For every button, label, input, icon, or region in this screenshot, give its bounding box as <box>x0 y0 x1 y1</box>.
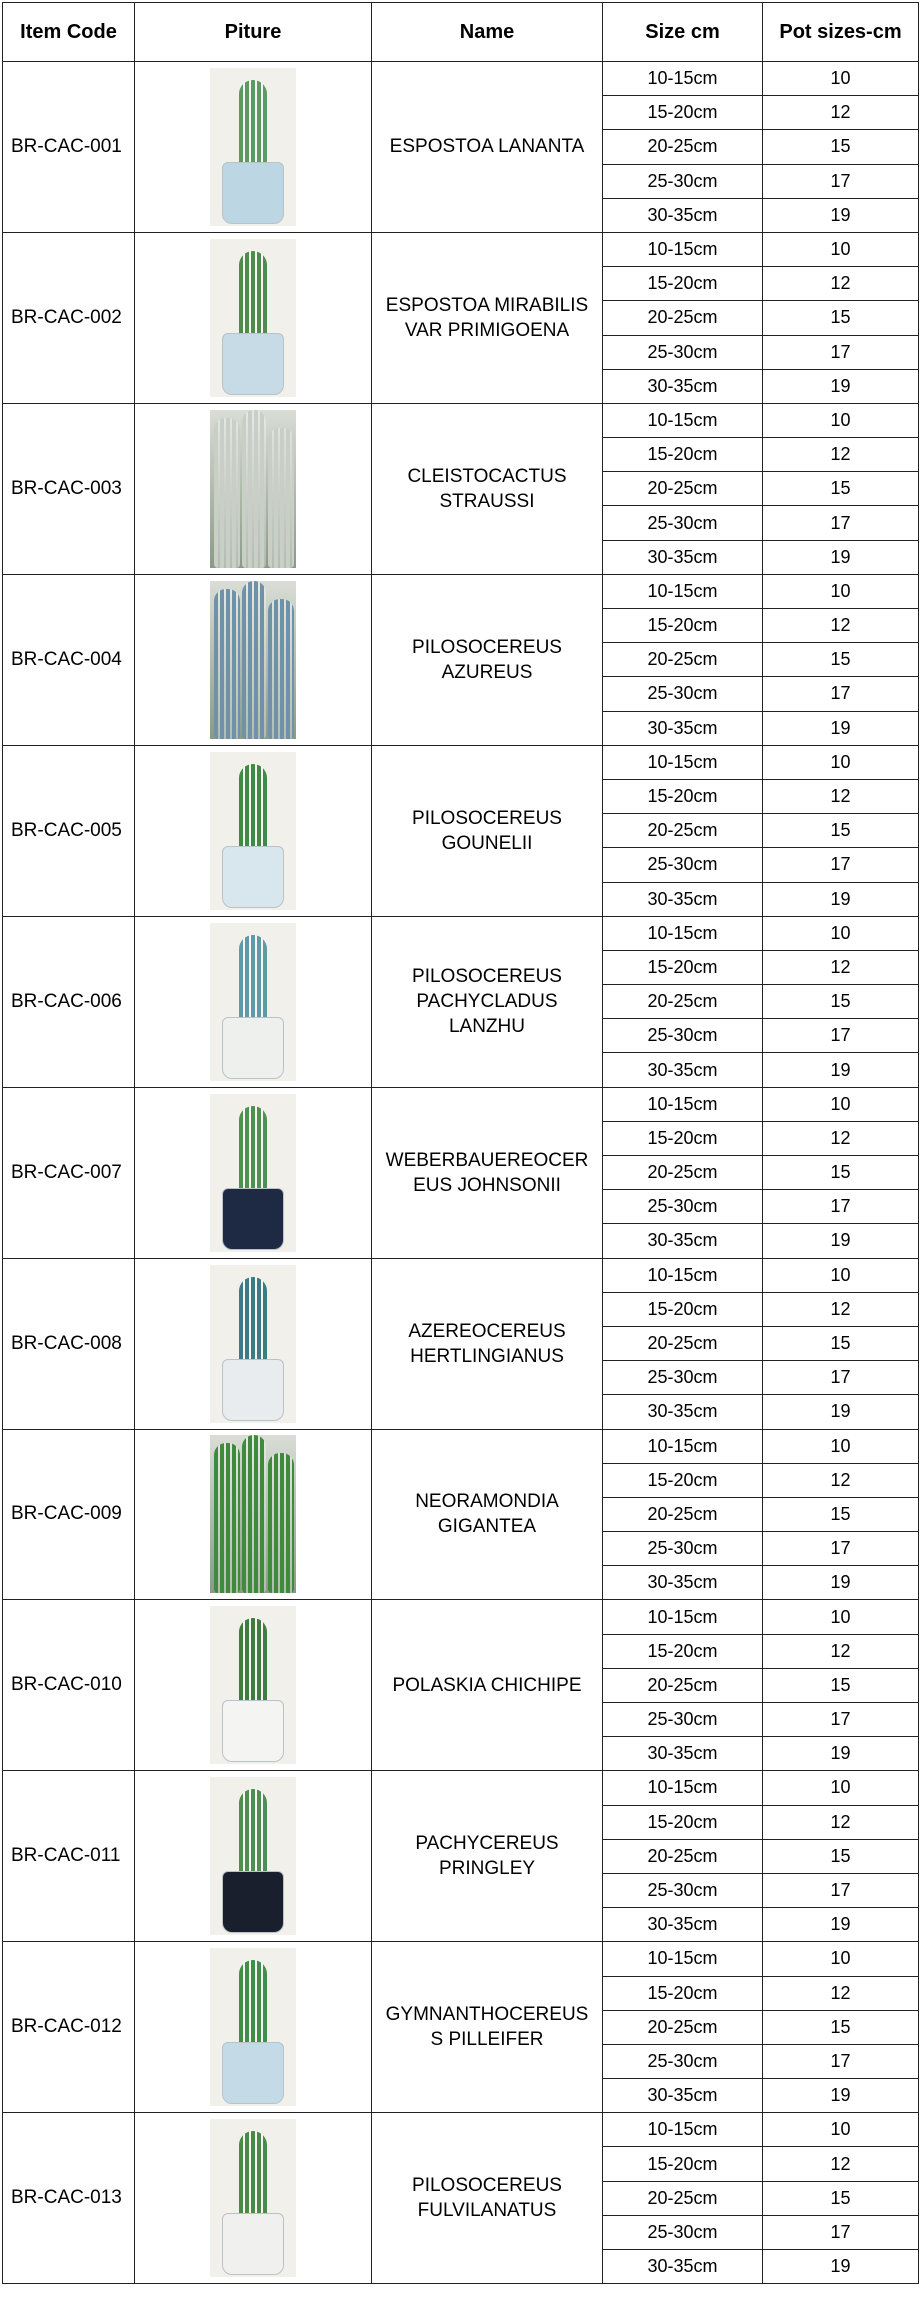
size-cell: 10-15cm <box>603 574 763 608</box>
item-code-cell: BR-CAC-012 <box>3 1942 135 2113</box>
name-cell <box>372 745 603 916</box>
picture-cell <box>135 1600 372 1771</box>
pot-size-cell: 15 <box>763 2010 919 2044</box>
size-cell: 15-20cm <box>603 609 763 643</box>
pot-size-cell: 19 <box>763 1224 919 1258</box>
size-cell: 20-25cm <box>603 1156 763 1190</box>
item-code-cell: BR-CAC-001 <box>3 62 135 233</box>
picture-cell <box>135 1429 372 1600</box>
item-code-cell: BR-CAC-010 <box>3 1600 135 1771</box>
size-cell: 25-30cm <box>603 1190 763 1224</box>
pot-size-cell: 15 <box>763 1497 919 1531</box>
pot-size-cell: 19 <box>763 198 919 232</box>
size-cell: 25-30cm <box>603 2215 763 2249</box>
pot-size-cell: 10 <box>763 1258 919 1292</box>
field-cactus-photo <box>210 581 296 739</box>
potted-cactus-photo <box>210 1094 296 1252</box>
picture-cell <box>135 916 372 1087</box>
size-cell: 30-35cm <box>603 711 763 745</box>
potted-cactus-photo <box>210 239 296 397</box>
potted-cactus-photo <box>210 1606 296 1764</box>
item-code-cell: BR-CAC-011 <box>3 1771 135 1942</box>
table-row <box>3 403 919 437</box>
item-code-cell: BR-CAC-003 <box>3 403 135 574</box>
name-cell <box>372 403 603 574</box>
name-cell <box>372 2113 603 2284</box>
name-line: FULVILANATUS <box>417 2200 557 2222</box>
name-line: GYMNANTHOCEREUS <box>385 2004 589 2026</box>
picture-cell <box>135 232 372 403</box>
potted-cactus-photo <box>210 1265 296 1423</box>
size-cell: 25-30cm <box>603 677 763 711</box>
name-line: PILOSOCEREUS <box>412 636 562 658</box>
potted-cactus-photo <box>210 1948 296 2106</box>
pot-size-cell: 17 <box>763 2044 919 2078</box>
pot-size-cell: 15 <box>763 301 919 335</box>
size-cell: 20-25cm <box>603 1497 763 1531</box>
pot-size-cell: 15 <box>763 1839 919 1873</box>
pot-size-cell: 19 <box>763 540 919 574</box>
pot-size-cell: 17 <box>763 506 919 540</box>
picture-cell <box>135 574 372 745</box>
size-cell: 10-15cm <box>603 232 763 266</box>
picture-cell <box>135 62 372 233</box>
pot-size-cell: 17 <box>763 848 919 882</box>
name-cell <box>372 1942 603 2113</box>
item-code-cell: BR-CAC-005 <box>3 745 135 916</box>
size-cell: 10-15cm <box>603 1087 763 1121</box>
name-line: PACHYCLADUS <box>416 991 558 1013</box>
name-line: PILOSOCEREUS <box>412 966 562 988</box>
size-cell: 10-15cm <box>603 745 763 779</box>
item-code-cell: BR-CAC-002 <box>3 232 135 403</box>
pot-size-cell: 10 <box>763 1087 919 1121</box>
size-cell: 25-30cm <box>603 1361 763 1395</box>
name-line: POLASKIA CHICHIPE <box>392 1674 582 1696</box>
table-row <box>3 1942 919 1976</box>
pot-size-cell: 10 <box>763 745 919 779</box>
size-cell: 15-20cm <box>603 1634 763 1668</box>
pot-size-cell: 12 <box>763 1634 919 1668</box>
header-size: Size cm <box>603 3 763 62</box>
size-cell: 25-30cm <box>603 2044 763 2078</box>
size-cell: 15-20cm <box>603 438 763 472</box>
pot-size-cell: 17 <box>763 1190 919 1224</box>
pot-size-cell: 17 <box>763 1361 919 1395</box>
product-table <box>2 2 919 2284</box>
size-cell: 30-35cm <box>603 2250 763 2284</box>
size-cell: 25-30cm <box>603 164 763 198</box>
picture-cell <box>135 1942 372 2113</box>
item-code-cell: BR-CAC-007 <box>3 1087 135 1258</box>
size-cell: 15-20cm <box>603 1805 763 1839</box>
pot-size-cell: 19 <box>763 369 919 403</box>
potted-cactus-photo <box>210 68 296 226</box>
pot-size-cell: 12 <box>763 950 919 984</box>
pot-size-cell: 17 <box>763 1019 919 1053</box>
pot-size-cell: 10 <box>763 1942 919 1976</box>
size-cell: 30-35cm <box>603 1566 763 1600</box>
pot-size-cell: 17 <box>763 1873 919 1907</box>
size-cell: 30-35cm <box>603 1224 763 1258</box>
size-cell: 15-20cm <box>603 1121 763 1155</box>
pot-size-cell: 12 <box>763 1292 919 1326</box>
pot-size-cell: 19 <box>763 1908 919 1942</box>
field-cactus-photo <box>210 410 296 568</box>
header-picture: Piture <box>135 3 372 62</box>
table-row <box>3 1087 919 1121</box>
size-cell: 30-35cm <box>603 1908 763 1942</box>
pot-size-cell: 17 <box>763 164 919 198</box>
pot-size-cell: 12 <box>763 438 919 472</box>
pot-size-cell: 15 <box>763 1668 919 1702</box>
name-line: ESPOSTOA LANANTA <box>389 136 585 158</box>
pot-size-cell: 19 <box>763 711 919 745</box>
size-cell: 15-20cm <box>603 2147 763 2181</box>
size-cell: 10-15cm <box>603 403 763 437</box>
item-code-cell: BR-CAC-006 <box>3 916 135 1087</box>
item-code-cell: BR-CAC-013 <box>3 2113 135 2284</box>
name-cell <box>372 1258 603 1429</box>
pot-size-cell: 12 <box>763 96 919 130</box>
pot-size-cell: 15 <box>763 2181 919 2215</box>
pot-size-cell: 19 <box>763 2079 919 2113</box>
table-row <box>3 916 919 950</box>
name-line: S PILLEIFER <box>430 2029 544 2051</box>
size-cell: 20-25cm <box>603 2181 763 2215</box>
name-line: HERTLINGIANUS <box>410 1345 564 1367</box>
pot-size-cell: 10 <box>763 232 919 266</box>
picture-cell <box>135 1087 372 1258</box>
size-cell: 20-25cm <box>603 1668 763 1702</box>
name-line: EUS JOHNSONII <box>413 1174 561 1196</box>
table-row <box>3 574 919 608</box>
table-row <box>3 2113 919 2147</box>
size-cell: 30-35cm <box>603 882 763 916</box>
name-line: GOUNELII <box>441 832 533 854</box>
table-row <box>3 62 919 96</box>
name-cell <box>372 232 603 403</box>
name-cell <box>372 1600 603 1771</box>
size-cell: 30-35cm <box>603 198 763 232</box>
pot-size-cell: 19 <box>763 2250 919 2284</box>
size-cell: 30-35cm <box>603 369 763 403</box>
name-line: VAR PRIMIGOENA <box>404 319 570 341</box>
size-cell: 15-20cm <box>603 1292 763 1326</box>
pot-size-cell: 19 <box>763 1395 919 1429</box>
size-cell: 30-35cm <box>603 540 763 574</box>
size-cell: 15-20cm <box>603 1976 763 2010</box>
pot-size-cell: 19 <box>763 1053 919 1087</box>
pot-size-cell: 12 <box>763 1463 919 1497</box>
pot-size-cell: 15 <box>763 814 919 848</box>
name-line: AZEREOCEREUS <box>408 1320 566 1342</box>
potted-cactus-photo <box>210 1777 296 1935</box>
pot-size-cell: 12 <box>763 1976 919 2010</box>
size-cell: 10-15cm <box>603 1771 763 1805</box>
item-code-cell: BR-CAC-008 <box>3 1258 135 1429</box>
table-row <box>3 745 919 779</box>
size-cell: 20-25cm <box>603 1326 763 1360</box>
pot-size-cell: 19 <box>763 1566 919 1600</box>
pot-size-cell: 12 <box>763 2147 919 2181</box>
size-cell: 20-25cm <box>603 814 763 848</box>
name-line: GIGANTEA <box>437 1516 537 1538</box>
header-pot-size: Pot sizes-cm <box>763 3 919 62</box>
size-cell: 30-35cm <box>603 1395 763 1429</box>
size-cell: 20-25cm <box>603 301 763 335</box>
size-cell: 30-35cm <box>603 1053 763 1087</box>
pot-size-cell: 12 <box>763 609 919 643</box>
pot-size-cell: 17 <box>763 1532 919 1566</box>
size-cell: 25-30cm <box>603 1873 763 1907</box>
name-line: NEORAMONDIA <box>415 1491 559 1513</box>
size-cell: 15-20cm <box>603 950 763 984</box>
header-name: Name <box>372 3 603 62</box>
table-row <box>3 232 919 266</box>
pot-size-cell: 15 <box>763 130 919 164</box>
item-code-cell: BR-CAC-009 <box>3 1429 135 1600</box>
name-cell <box>372 916 603 1087</box>
size-cell: 15-20cm <box>603 779 763 813</box>
pot-size-cell: 10 <box>763 2113 919 2147</box>
name-cell <box>372 1771 603 1942</box>
pot-size-cell: 19 <box>763 1737 919 1771</box>
pot-size-cell: 17 <box>763 2215 919 2249</box>
size-cell: 10-15cm <box>603 1942 763 1976</box>
name-line: WEBERBAUEREOCER <box>385 1149 589 1171</box>
picture-cell <box>135 1771 372 1942</box>
table-row <box>3 1771 919 1805</box>
name-cell <box>372 62 603 233</box>
pot-size-cell: 12 <box>763 1805 919 1839</box>
pot-size-cell: 15 <box>763 643 919 677</box>
pot-size-cell: 15 <box>763 985 919 1019</box>
potted-cactus-photo <box>210 752 296 910</box>
pot-size-cell: 17 <box>763 1703 919 1737</box>
size-cell: 30-35cm <box>603 2079 763 2113</box>
picture-cell <box>135 1258 372 1429</box>
header-row <box>3 3 919 62</box>
size-cell: 25-30cm <box>603 1532 763 1566</box>
pot-size-cell: 10 <box>763 62 919 96</box>
item-code-cell: BR-CAC-004 <box>3 574 135 745</box>
size-cell: 10-15cm <box>603 62 763 96</box>
name-line: PILOSOCEREUS <box>412 2175 562 2197</box>
pot-size-cell: 17 <box>763 335 919 369</box>
size-cell: 20-25cm <box>603 985 763 1019</box>
name-line: CLEISTOCACTUS <box>407 465 567 487</box>
pot-size-cell: 19 <box>763 882 919 916</box>
pot-size-cell: 12 <box>763 267 919 301</box>
pot-size-cell: 10 <box>763 574 919 608</box>
potted-cactus-photo <box>210 2119 296 2277</box>
size-cell: 15-20cm <box>603 96 763 130</box>
size-cell: 20-25cm <box>603 2010 763 2044</box>
name-line: PRINGLEY <box>438 1858 536 1880</box>
size-cell: 20-25cm <box>603 643 763 677</box>
size-cell: 25-30cm <box>603 506 763 540</box>
name-line: AZUREUS <box>441 661 533 683</box>
pot-size-cell: 15 <box>763 472 919 506</box>
name-line: LANZHU <box>448 1016 525 1038</box>
size-cell: 20-25cm <box>603 130 763 164</box>
pot-size-cell: 10 <box>763 1771 919 1805</box>
table-row <box>3 1429 919 1463</box>
pot-size-cell: 10 <box>763 916 919 950</box>
name-line: PILOSOCEREUS <box>412 807 562 829</box>
size-cell: 25-30cm <box>603 1019 763 1053</box>
size-cell: 30-35cm <box>603 1737 763 1771</box>
table-row <box>3 1600 919 1634</box>
size-cell: 20-25cm <box>603 472 763 506</box>
name-line: PACHYCEREUS <box>415 1833 559 1855</box>
size-cell: 25-30cm <box>603 848 763 882</box>
pot-size-cell: 10 <box>763 403 919 437</box>
pot-size-cell: 10 <box>763 1600 919 1634</box>
header-item-code: Item Code <box>3 3 135 62</box>
name-cell <box>372 1429 603 1600</box>
table-row <box>3 1258 919 1292</box>
name-cell <box>372 1087 603 1258</box>
field-cactus-photo <box>210 1435 296 1593</box>
size-cell: 10-15cm <box>603 1600 763 1634</box>
size-cell: 20-25cm <box>603 1839 763 1873</box>
size-cell: 15-20cm <box>603 267 763 301</box>
pot-size-cell: 12 <box>763 779 919 813</box>
pot-size-cell: 10 <box>763 1429 919 1463</box>
name-cell <box>372 574 603 745</box>
potted-cactus-photo <box>210 923 296 1081</box>
name-line: STRAUSSI <box>439 490 535 512</box>
picture-cell <box>135 745 372 916</box>
pot-size-cell: 15 <box>763 1156 919 1190</box>
size-cell: 10-15cm <box>603 2113 763 2147</box>
size-cell: 25-30cm <box>603 335 763 369</box>
size-cell: 15-20cm <box>603 1463 763 1497</box>
picture-cell <box>135 2113 372 2284</box>
name-line: ESPOSTOA MIRABILIS <box>385 294 589 316</box>
size-cell: 10-15cm <box>603 1429 763 1463</box>
pot-size-cell: 15 <box>763 1326 919 1360</box>
picture-cell <box>135 403 372 574</box>
pot-size-cell: 12 <box>763 1121 919 1155</box>
pot-size-cell: 17 <box>763 677 919 711</box>
size-cell: 25-30cm <box>603 1703 763 1737</box>
size-cell: 10-15cm <box>603 1258 763 1292</box>
size-cell: 10-15cm <box>603 916 763 950</box>
